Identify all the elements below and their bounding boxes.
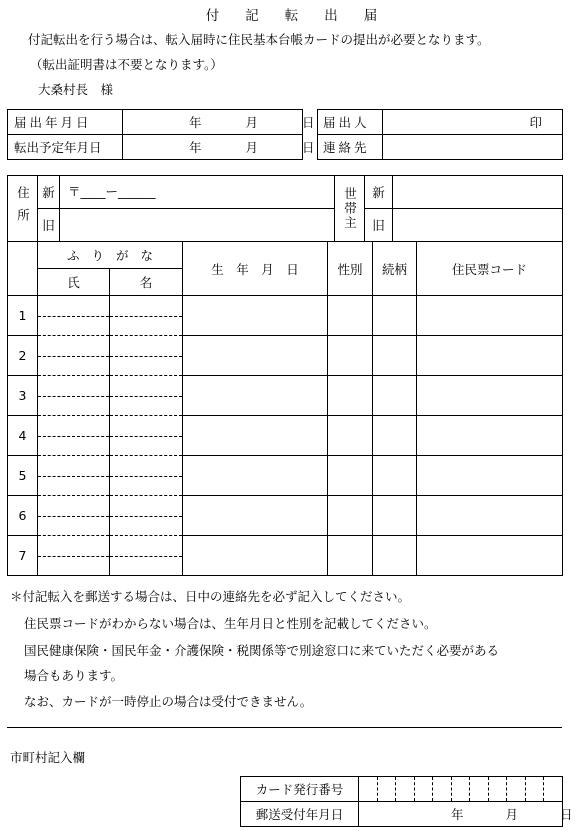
notifier-label: 届出人 — [318, 110, 383, 135]
card-digit-cell[interactable] — [525, 777, 544, 801]
card-digit-cell[interactable] — [469, 777, 488, 801]
birthdate-field[interactable] — [183, 456, 328, 496]
month-label: 月 — [245, 115, 259, 130]
sex-field[interactable] — [328, 496, 373, 536]
dashed-divider — [110, 356, 182, 357]
divider — [7, 727, 562, 728]
dashed-divider — [110, 556, 182, 557]
note-2: 住民票コードがわからない場合は、生年月日と性別を記載してください。 — [24, 616, 437, 631]
sex-field[interactable] — [328, 376, 373, 416]
sex-field[interactable] — [328, 456, 373, 496]
form-title: 付記転出届 — [205, 8, 404, 24]
dashed-divider — [110, 436, 182, 437]
surname-header: 氏 — [38, 269, 110, 296]
householder-old-label: 旧 — [365, 209, 393, 242]
note-1: ＊付記転入を郵送する場合は、日中の連絡先を必ず記入してください。 — [10, 589, 411, 604]
contact-field[interactable] — [383, 135, 563, 160]
notify-date-field[interactable] — [123, 110, 315, 135]
householder-old-field[interactable] — [393, 209, 563, 242]
address-label: 住所 — [15, 186, 31, 231]
postal-mark: 〒____ー______ — [68, 184, 156, 199]
birthdate-field[interactable] — [183, 336, 328, 376]
dashed-divider — [110, 396, 182, 397]
relation-field[interactable] — [373, 456, 417, 496]
given-field[interactable] — [110, 296, 183, 336]
given-field[interactable] — [110, 376, 183, 416]
relation-field[interactable] — [373, 376, 417, 416]
resident-code-field[interactable] — [417, 496, 563, 536]
birthdate-field[interactable] — [183, 416, 328, 456]
dashed-divider — [110, 316, 182, 317]
given-field[interactable] — [110, 336, 183, 376]
dashed-divider — [38, 556, 109, 557]
year-label: 年 — [189, 140, 202, 155]
relation-field[interactable] — [373, 496, 417, 536]
relation-field[interactable] — [373, 296, 417, 336]
row-number: 6 — [8, 496, 38, 536]
notification-table — [7, 109, 563, 160]
card-digit-cell[interactable] — [488, 777, 507, 801]
card-digit-cell[interactable] — [451, 777, 470, 801]
member-row — [8, 296, 563, 336]
dashed-divider — [38, 396, 109, 397]
card-digit-cell[interactable] — [414, 777, 433, 801]
row-number: 5 — [8, 456, 38, 496]
row-number: 3 — [8, 376, 38, 416]
resident-code-field[interactable] — [417, 536, 563, 576]
member-row — [8, 376, 563, 416]
given-field[interactable] — [110, 536, 183, 576]
dashed-divider — [110, 476, 182, 477]
relation-header: 続柄 — [373, 242, 417, 296]
note-4: 場合もあります。 — [24, 668, 124, 683]
surname-field[interactable] — [38, 376, 110, 416]
surname-field[interactable] — [38, 456, 110, 496]
surname-field[interactable] — [38, 496, 110, 536]
sex-field[interactable] — [328, 336, 373, 376]
note-text: （転出証明書は不要となります。） — [30, 57, 223, 72]
birthdate-field[interactable] — [183, 496, 328, 536]
birthdate-field[interactable] — [183, 376, 328, 416]
year-label: 年 — [451, 807, 464, 822]
year-label: 年 — [189, 115, 202, 130]
birthdate-field[interactable] — [183, 536, 328, 576]
month-label: 月 — [245, 140, 259, 155]
resident-code-field[interactable] — [417, 456, 563, 496]
householder-new-field[interactable] — [393, 176, 563, 209]
mail-date-label: 郵送受付年月日 — [241, 802, 359, 827]
relation-field[interactable] — [373, 536, 417, 576]
member-row — [8, 456, 563, 496]
new-address-field[interactable] — [60, 176, 335, 209]
resident-code-field[interactable] — [417, 336, 563, 376]
card-number-label: カード発行番号 — [241, 777, 359, 802]
planned-date-label: 転出予定年月日 — [8, 135, 123, 160]
office-table — [240, 776, 573, 827]
card-digit-cell[interactable] — [432, 777, 451, 801]
card-digit-cell[interactable] — [506, 777, 525, 801]
card-digit-cell[interactable] — [395, 777, 414, 801]
dashed-divider — [38, 436, 109, 437]
member-row — [8, 416, 563, 456]
householder-label: 世帯主 — [342, 186, 358, 231]
row-number: 2 — [8, 336, 38, 376]
furigana-header: ふりがな — [38, 242, 183, 269]
member-row — [8, 536, 563, 576]
surname-field[interactable] — [38, 336, 110, 376]
birthdate-field[interactable] — [183, 296, 328, 336]
birthdate-header: 生 年 月 日 — [183, 242, 328, 296]
address-table — [7, 175, 563, 242]
intro-text: 付記転出を行う場合は、転入届時に住民基本台帳カードの提出が必要となります。 — [28, 32, 490, 47]
planned-date-field[interactable] — [123, 135, 315, 160]
card-number-field[interactable] — [359, 777, 563, 802]
dashed-divider — [110, 516, 182, 517]
address-label-cell — [8, 176, 38, 242]
member-row — [8, 336, 563, 376]
sex-field[interactable] — [328, 296, 373, 336]
surname-field[interactable] — [38, 296, 110, 336]
given-header: 名 — [110, 269, 183, 296]
householder-label-cell — [335, 176, 365, 242]
old-address-field[interactable] — [60, 209, 335, 242]
members-table — [7, 241, 563, 576]
note-5: なお、カードが一時停止の場合は受付できません。 — [24, 694, 313, 709]
dashed-divider — [38, 316, 109, 317]
sex-header: 性別 — [328, 242, 373, 296]
addressee: 大桑村長 様 — [38, 82, 114, 97]
contact-label: 連絡先 — [318, 135, 383, 160]
day-label: 日 — [560, 807, 573, 822]
dashed-divider — [38, 476, 109, 477]
card-digit-cell[interactable] — [543, 777, 562, 801]
card-digit-cell[interactable] — [377, 777, 396, 801]
dashed-divider — [38, 516, 109, 517]
relation-field[interactable] — [373, 416, 417, 456]
sex-field[interactable] — [328, 416, 373, 456]
member-row — [8, 496, 563, 536]
sex-field[interactable] — [328, 536, 373, 576]
row-number: 1 — [8, 296, 38, 336]
notify-date-label: 届出年月日 — [8, 110, 123, 135]
row-number: 4 — [8, 416, 38, 456]
resident-code-field[interactable] — [417, 376, 563, 416]
notifier-field[interactable] — [383, 110, 563, 135]
surname-field[interactable] — [38, 416, 110, 456]
new-label: 新 — [38, 176, 60, 209]
old-label: 旧 — [38, 209, 60, 242]
relation-field[interactable] — [373, 336, 417, 376]
given-field[interactable] — [110, 496, 183, 536]
surname-field[interactable] — [38, 536, 110, 576]
day-label: 日 — [302, 115, 315, 130]
card-digit-cell[interactable] — [359, 777, 377, 801]
seal-label: 印 — [529, 115, 542, 130]
mail-date-field[interactable] — [359, 802, 573, 827]
householder-new-label: 新 — [365, 176, 393, 209]
num-header — [8, 242, 38, 296]
month-label: 月 — [505, 807, 519, 822]
given-field[interactable] — [110, 456, 183, 496]
resident-code-field[interactable] — [417, 296, 563, 336]
given-field[interactable] — [110, 416, 183, 456]
dashed-divider — [38, 356, 109, 357]
resident-code-header: 住民票コード — [417, 242, 563, 296]
resident-code-field[interactable] — [417, 416, 563, 456]
day-label: 日 — [302, 140, 315, 155]
office-section-label: 市町村記入欄 — [10, 750, 86, 765]
note-3: 国民健康保険・国民年金・介護保険・税関係等で別途窓口に来ていただく必要がある — [24, 643, 500, 658]
row-number: 7 — [8, 536, 38, 576]
